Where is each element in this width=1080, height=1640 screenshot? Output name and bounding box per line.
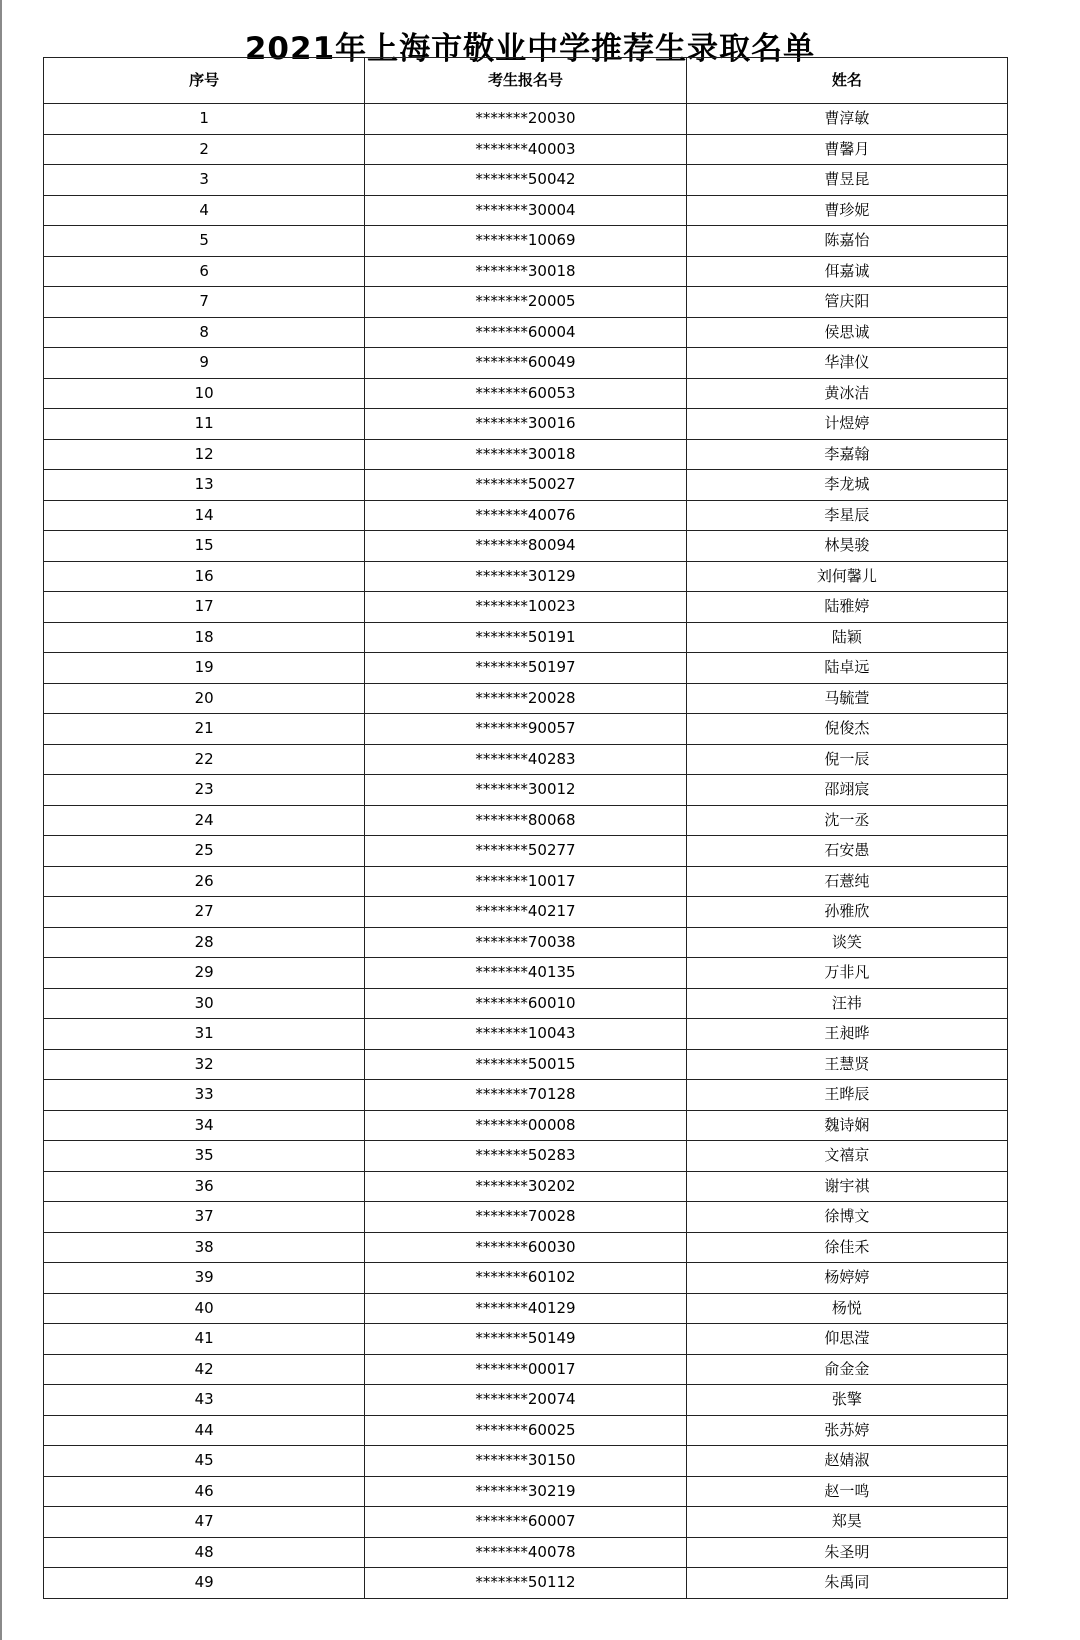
cell-serial-number: 1 [44,104,365,135]
header-serial-number: 序号 [44,58,365,104]
table-row [44,1110,1008,1141]
cell-serial-number: 19 [44,653,365,684]
table-row [44,988,1008,1019]
cell-name: 曹淳敏 [686,104,1007,135]
cell-name: 陆卓远 [686,653,1007,684]
cell-serial-number: 32 [44,1049,365,1080]
cell-serial-number: 8 [44,317,365,348]
cell-registration-number: *******30129 [365,561,686,592]
cell-registration-number: *******30202 [365,1171,686,1202]
table-row [44,1324,1008,1355]
cell-registration-number: *******50015 [365,1049,686,1080]
cell-name: 文禧京 [686,1141,1007,1172]
cell-name: 张苏婷 [686,1415,1007,1446]
cell-serial-number: 46 [44,1476,365,1507]
cell-registration-number: *******60102 [365,1263,686,1294]
cell-name: 李星辰 [686,500,1007,531]
cell-name: 马毓萱 [686,683,1007,714]
page-left-edge [0,0,2,1640]
table-row [44,439,1008,470]
cell-registration-number: *******50149 [365,1324,686,1355]
cell-registration-number: *******00008 [365,1110,686,1141]
cell-serial-number: 27 [44,897,365,928]
cell-serial-number: 7 [44,287,365,318]
cell-name: 佴嘉诚 [686,256,1007,287]
header-registration-number: 考生报名号 [365,58,686,104]
cell-serial-number: 15 [44,531,365,562]
cell-registration-number: *******50027 [365,470,686,501]
cell-registration-number: *******40003 [365,134,686,165]
cell-registration-number: *******40076 [365,500,686,531]
table-row [44,683,1008,714]
cell-registration-number: *******50112 [365,1568,686,1599]
table-row [44,1080,1008,1111]
table-row [44,897,1008,928]
cell-name: 林昊骏 [686,531,1007,562]
cell-registration-number: *******70128 [365,1080,686,1111]
cell-serial-number: 42 [44,1354,365,1385]
cell-registration-number: *******60053 [365,378,686,409]
cell-registration-number: *******70028 [365,1202,686,1233]
table-row [44,1202,1008,1233]
table-row [44,317,1008,348]
cell-registration-number: *******60010 [365,988,686,1019]
cell-name: 孙雅欣 [686,897,1007,928]
cell-registration-number: *******40129 [365,1293,686,1324]
cell-serial-number: 29 [44,958,365,989]
table-row [44,195,1008,226]
cell-name: 汪祎 [686,988,1007,1019]
cell-serial-number: 28 [44,927,365,958]
table-row [44,805,1008,836]
table-row [44,165,1008,196]
cell-name: 陆雅婷 [686,592,1007,623]
cell-name: 刘何馨儿 [686,561,1007,592]
table-row [44,378,1008,409]
cell-registration-number: *******10069 [365,226,686,257]
cell-serial-number: 3 [44,165,365,196]
table-row [44,744,1008,775]
cell-serial-number: 13 [44,470,365,501]
cell-serial-number: 48 [44,1537,365,1568]
cell-name: 杨婷婷 [686,1263,1007,1294]
cell-registration-number: *******40135 [365,958,686,989]
cell-name: 徐博文 [686,1202,1007,1233]
cell-serial-number: 4 [44,195,365,226]
cell-serial-number: 20 [44,683,365,714]
cell-serial-number: 9 [44,348,365,379]
cell-name: 侯思诚 [686,317,1007,348]
table-row [44,653,1008,684]
cell-name: 赵一鸣 [686,1476,1007,1507]
cell-name: 陆颖 [686,622,1007,653]
cell-name: 沈一丞 [686,805,1007,836]
cell-registration-number: *******40283 [365,744,686,775]
cell-registration-number: *******50277 [365,836,686,867]
table-row [44,1476,1008,1507]
table-row [44,1232,1008,1263]
table-row [44,1507,1008,1538]
cell-registration-number: *******50191 [365,622,686,653]
cell-serial-number: 44 [44,1415,365,1446]
table-row [44,836,1008,867]
cell-name: 华津仪 [686,348,1007,379]
cell-registration-number: *******30018 [365,439,686,470]
cell-name: 魏诗娴 [686,1110,1007,1141]
cell-name: 王昶晔 [686,1019,1007,1050]
cell-serial-number: 11 [44,409,365,440]
cell-serial-number: 22 [44,744,365,775]
cell-name: 万非凡 [686,958,1007,989]
table-row [44,1019,1008,1050]
table-row [44,958,1008,989]
cell-registration-number: *******20030 [365,104,686,135]
cell-serial-number: 2 [44,134,365,165]
table-row [44,348,1008,379]
table-row [44,622,1008,653]
cell-name: 王慧贤 [686,1049,1007,1080]
cell-registration-number: *******30016 [365,409,686,440]
table-row [44,775,1008,806]
cell-name: 谢宇祺 [686,1171,1007,1202]
cell-registration-number: *******80094 [365,531,686,562]
cell-registration-number: *******40217 [365,897,686,928]
table-row [44,1171,1008,1202]
cell-serial-number: 35 [44,1141,365,1172]
cell-registration-number: *******30150 [365,1446,686,1477]
cell-name: 徐佳禾 [686,1232,1007,1263]
cell-name: 石薏纯 [686,866,1007,897]
cell-name: 管庆阳 [686,287,1007,318]
cell-serial-number: 40 [44,1293,365,1324]
cell-serial-number: 33 [44,1080,365,1111]
cell-name: 计煜婷 [686,409,1007,440]
table-row [44,1415,1008,1446]
cell-registration-number: *******30012 [365,775,686,806]
cell-registration-number: *******60025 [365,1415,686,1446]
cell-registration-number: *******10017 [365,866,686,897]
table-row [44,470,1008,501]
cell-serial-number: 36 [44,1171,365,1202]
cell-serial-number: 10 [44,378,365,409]
cell-registration-number: *******50197 [365,653,686,684]
cell-serial-number: 21 [44,714,365,745]
cell-name: 郑昊 [686,1507,1007,1538]
cell-serial-number: 43 [44,1385,365,1416]
cell-registration-number: *******60030 [365,1232,686,1263]
cell-serial-number: 25 [44,836,365,867]
cell-serial-number: 16 [44,561,365,592]
cell-registration-number: *******10023 [365,592,686,623]
cell-name: 曹珍妮 [686,195,1007,226]
table-row [44,714,1008,745]
table-row [44,104,1008,135]
cell-name: 王晔辰 [686,1080,1007,1111]
cell-registration-number: *******10043 [365,1019,686,1050]
cell-serial-number: 37 [44,1202,365,1233]
table-row [44,531,1008,562]
cell-serial-number: 23 [44,775,365,806]
cell-registration-number: *******60007 [365,1507,686,1538]
cell-registration-number: *******00017 [365,1354,686,1385]
cell-name: 陈嘉怡 [686,226,1007,257]
cell-serial-number: 12 [44,439,365,470]
cell-name: 李嘉翰 [686,439,1007,470]
table-row [44,500,1008,531]
cell-registration-number: *******30018 [365,256,686,287]
cell-serial-number: 39 [44,1263,365,1294]
cell-serial-number: 30 [44,988,365,1019]
cell-registration-number: *******50042 [365,165,686,196]
cell-serial-number: 38 [44,1232,365,1263]
table-row [44,226,1008,257]
table-row [44,409,1008,440]
table-row [44,1537,1008,1568]
cell-registration-number: *******70038 [365,927,686,958]
cell-serial-number: 17 [44,592,365,623]
cell-registration-number: *******40078 [365,1537,686,1568]
cell-name: 邵翊宸 [686,775,1007,806]
cell-name: 朱圣明 [686,1537,1007,1568]
admission-list-table [43,57,1008,1599]
cell-name: 杨悦 [686,1293,1007,1324]
table-row [44,561,1008,592]
table-row [44,866,1008,897]
cell-registration-number: *******90057 [365,714,686,745]
cell-registration-number: *******50283 [365,1141,686,1172]
cell-name: 曹馨月 [686,134,1007,165]
cell-name: 李龙城 [686,470,1007,501]
cell-serial-number: 14 [44,500,365,531]
table-row [44,1446,1008,1477]
cell-registration-number: *******20028 [365,683,686,714]
cell-registration-number: *******80068 [365,805,686,836]
table-row [44,256,1008,287]
table-row [44,1141,1008,1172]
table-row [44,1293,1008,1324]
cell-name: 俞金金 [686,1354,1007,1385]
cell-serial-number: 26 [44,866,365,897]
cell-serial-number: 47 [44,1507,365,1538]
table-body [44,104,1008,1599]
table-row [44,592,1008,623]
table-row [44,1568,1008,1599]
table-row [44,927,1008,958]
table-row [44,1385,1008,1416]
table-row [44,1049,1008,1080]
cell-name: 倪俊杰 [686,714,1007,745]
document-title: 2021年上海市敬业中学推荐生录取名单 [244,30,816,67]
cell-registration-number: *******60049 [365,348,686,379]
cell-name: 谈笑 [686,927,1007,958]
cell-name: 朱禹同 [686,1568,1007,1599]
cell-name: 仰思滢 [686,1324,1007,1355]
table-header-row [44,58,1008,104]
header-name: 姓名 [686,58,1007,104]
cell-serial-number: 31 [44,1019,365,1050]
cell-serial-number: 49 [44,1568,365,1599]
cell-name: 赵婧淑 [686,1446,1007,1477]
cell-serial-number: 41 [44,1324,365,1355]
cell-serial-number: 6 [44,256,365,287]
cell-serial-number: 24 [44,805,365,836]
table-row [44,134,1008,165]
cell-registration-number: *******20005 [365,287,686,318]
cell-name: 张擎 [686,1385,1007,1416]
table-row [44,1263,1008,1294]
cell-serial-number: 18 [44,622,365,653]
cell-registration-number: *******30219 [365,1476,686,1507]
cell-serial-number: 45 [44,1446,365,1477]
cell-serial-number: 5 [44,226,365,257]
cell-serial-number: 34 [44,1110,365,1141]
cell-registration-number: *******30004 [365,195,686,226]
cell-registration-number: *******20074 [365,1385,686,1416]
cell-name: 倪一辰 [686,744,1007,775]
cell-name: 黄冰洁 [686,378,1007,409]
cell-name: 石安愚 [686,836,1007,867]
table-row [44,1354,1008,1385]
cell-registration-number: *******60004 [365,317,686,348]
table-row [44,287,1008,318]
cell-name: 曹昱昆 [686,165,1007,196]
